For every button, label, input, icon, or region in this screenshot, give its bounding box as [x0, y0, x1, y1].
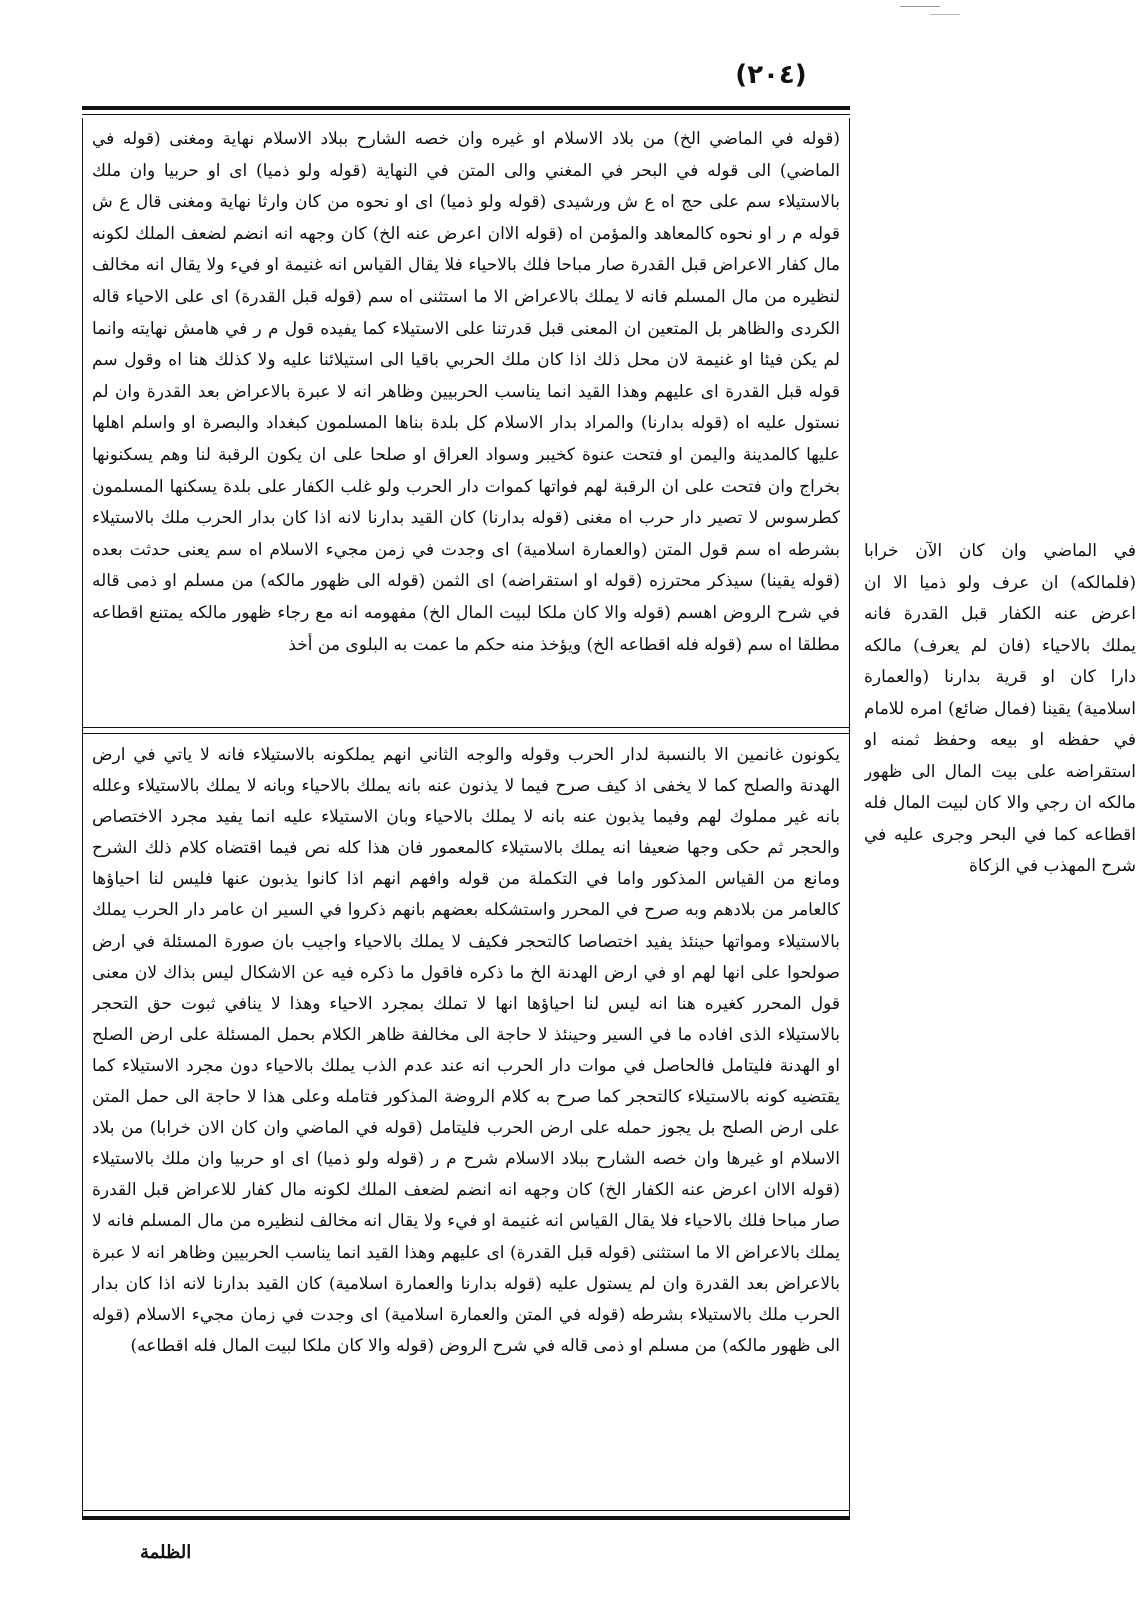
corner-mark: [900, 6, 940, 7]
margin-main-text: [864, 536, 1136, 1076]
bottom-rule-thin: [82, 1510, 850, 1511]
corner-mark: [930, 14, 960, 15]
footer-label: الظلمة: [140, 1542, 192, 1563]
margin-main-text-body: في الماضي وان كان الآن خرابا (فلمالكه) ان عرف ولو ذميا الا ان اعرض عنه الكفار قبل القدرة فانه يملك بالاحياء (فان لم يعرف) مالكه دارا كان او قرية بدارنا (والعمارة اسلامية) يقينا (فمال ضائع) امره للامام في حفظه او بيعه وحفظ ثمنه او استقراضه على بيت المال الى ظهور مالكه ان رجي والا كان لبيت المال فله اقطاعه كما في البحر وجرى عليه في شرح المهذب في الزكاة: [864, 541, 1136, 876]
page-number: (٢٠٤): [735, 60, 807, 90]
lower-commentary-text: يكونون غانمين الا بالنسبة لدار الحرب وقوله والوجه الثاني انهم يملكونه بالاستيلاء فانه لا ياتي في ارض الهدنة والصلح كما لا يخفى اذ كيف صرح فيما لا يذنون عنه بانه يملك بالاحياء وبانه لا يملك بالاستيلاء وعلله بانه غير مملوك لهم وفيما يذبون عنه بانه لا يملك بالاحياء وبان الاستيلاء عليه انما يفيد مجرد الاختصاص والحجر ثم حكى وجها ضعيفا انه يملك بالاستيلاء كالمعمور فان هذا كله نص فيما اقتضاه كلام ذلك الشرح ومانع من القياس المذكور واما في التكملة من قوله وافهم انهم اذا كانوا يذبون عنها فليس لنا احياؤها كالعامر من بلادهم وبه صرح في المحرر واستشكله بعضهم بانهم ذكروا في السير ان عامر دار الحرب يملك بالاستيلاء ومواتها حينئذ يفيد اختصاصا كالتحجر فكيف لا يملك بالاحياء واجيب بان صورة المسئلة في ارض صولحوا على انها لهم او في ارض الهدنة الخ ما ذكره فاقول ما ذكره فيه عن الاشكال ليس بذاك لان معنى قول المحرر كغيره هنا انه ليس لنا احياؤها انها لا تملك بمجرد الاحياء وهذا لا ينافي ثبوت حق التحجر بالاستيلاء الذى افاده ما في السير وحينئذ لا حاجة الى مخالفة ظاهر الكلام بحمل المسئلة على ارض الصلح او الهدنة فليتامل فالحاصل في موات دار الحرب انه عند عدم الذب يملك بالاحياء دون مجرد الاستيلاء كما يقتضيه كونه بالاستيلاء كالتحجر كما صرح به كلام الروضة المذكور فتامله وعلى هذا لا حاجة الى حمل المتن على ارض الصلح بل يجوز حمله على ارض الحرب فليتامل (قوله في الماضي وان كان الان خرابا) من بلاد الاسلام او غيرها وان خصه الشارح ببلاد الاسلام شرح م ر (قوله ولو ذميا) اى او حربيا وان ملك بالاستيلاء (قوله الاان اعرض عنه الكفار الخ) كان وجهه انه انضم لضعف الملك لكونه مال كفار للاعراض قبل القدرة صار مباحا فلك بالاحياء فلا يقال القياس انه غنيمة او فيء ولا يقال انه مخالف لنظيره من مال المسلم فانه لا يملك بالاعراض الا ما استثنى (قوله قبل القدرة) اى عليهم وهذا القيد انما يناسب الحربيين وظاهر انه لا عبرة بالاعراض بعد القدرة وان لم يستول عليه (قوله بدارنا والعمارة اسلامية) كان القيد بدارنا لانه اذا كان بدار الحرب ملك بالاستيلاء بشرطه (قوله في المتن والعمارة اسلامية) اى وجدت في زمان مجيء الاسلام (قوله الى ظهور مالكه) من مسلم او ذمى قاله في شرح الروض (قوله والا كان ملكا لبيت المال فله اقطاعه): [92, 745, 840, 1356]
right-border: [849, 118, 850, 1518]
bottom-rule: [82, 1516, 850, 1520]
top-rule: [82, 106, 850, 110]
lower-commentary: [92, 740, 840, 1490]
upper-commentary: [92, 124, 840, 724]
top-rule-thin: [82, 114, 850, 115]
upper-commentary-text: (قوله في الماضي الخ) من بلاد الاسلام او غيره وان خصه الشارح ببلاد الاسلام نهاية ومغنى (قوله في الماضي) الى قوله في البحر في المغني والى المتن في النهاية (قوله ولو ذميا) اى او حربيا وان ملك بالاستيلاء سم على حج اه ع ش ورشيدى (قوله ولو ذميا) اى او نحوه من كان وارثا نهاية ومغنى قال ع ش قوله م ر او نحوه كالمعاهد والمؤمن اه (قوله الاان اعرض عنه الخ) كان وجهه انه انضم لضعف الملك لكونه مال كفار الاعراض قبل القدرة صار مباحا فلك بالاحياء فلا يقال القياس انه غنيمة او فيء ولا يقال انه مخالف لنظيره من مال المسلم فانه لا يملك بالاعراض الا ما استثنى اه سم (قوله قبل القدرة) اى على الاحياء قاله الكردى والظاهر بل المتعين ان المعنى قبل قدرتنا على الاستيلاء كما يفيده قول م ر في هامش نهايته وانما لم يكن فيئا او غنيمة لان محل ذلك اذا كان ملك الحربي باقيا الى استيلائنا عليه ولا كذلك هنا اه وقول سم قوله قبل القدرة اى عليهم وهذا القيد انما يناسب الحربيين وظاهر انه لا عبرة بالاعراض بعد القدرة وان لم نستول عليه اه (قوله بدارنا) والمراد بدار الاسلام كل بلدة بناها المسلمون كبغداد والبصرة او واسلم اهلها عليها كالمدينة واليمن او فتحت عنوة كخيبر وسواد العراق او صلحا على ان يكون الرقبة لنا وهم يسكنونها بخراج وان فتحت على ان الرقبة لهم فواتها كموات دار الحرب ولو غلب الكفار على بلدة يسكنها المسلمون كطرسوس لا تصير دار حرب اه مغنى (قوله بدارنا) كان القيد بدارنا لانه اذا كان بدار الحرب ملك بالاستيلاء بشرطه اه سم قول المتن (والعمارة اسلامية) اى وجدت في زمن مجيء الاسلام اه سم يعنى حدثت بعده (قوله يقينا) سيذكر محترزه (قوله او استقراضه) اى الثمن (قوله الى ظهور مالكه) من مسلم او ذمى قاله في شرح الروض اهسم (قوله والا كان ملكا لبيت المال الخ) مفهومه انه مع رجاء ظهور مالكه يمتنع اقطاعه مطلقا اه سم (قوله فله اقطاعه الخ) ويؤخذ منه حكم ما عمت به البلوى من أخذ: [92, 129, 840, 655]
divider-rule: [82, 727, 850, 728]
left-border: [82, 118, 83, 1518]
divider-rule: [82, 733, 850, 734]
